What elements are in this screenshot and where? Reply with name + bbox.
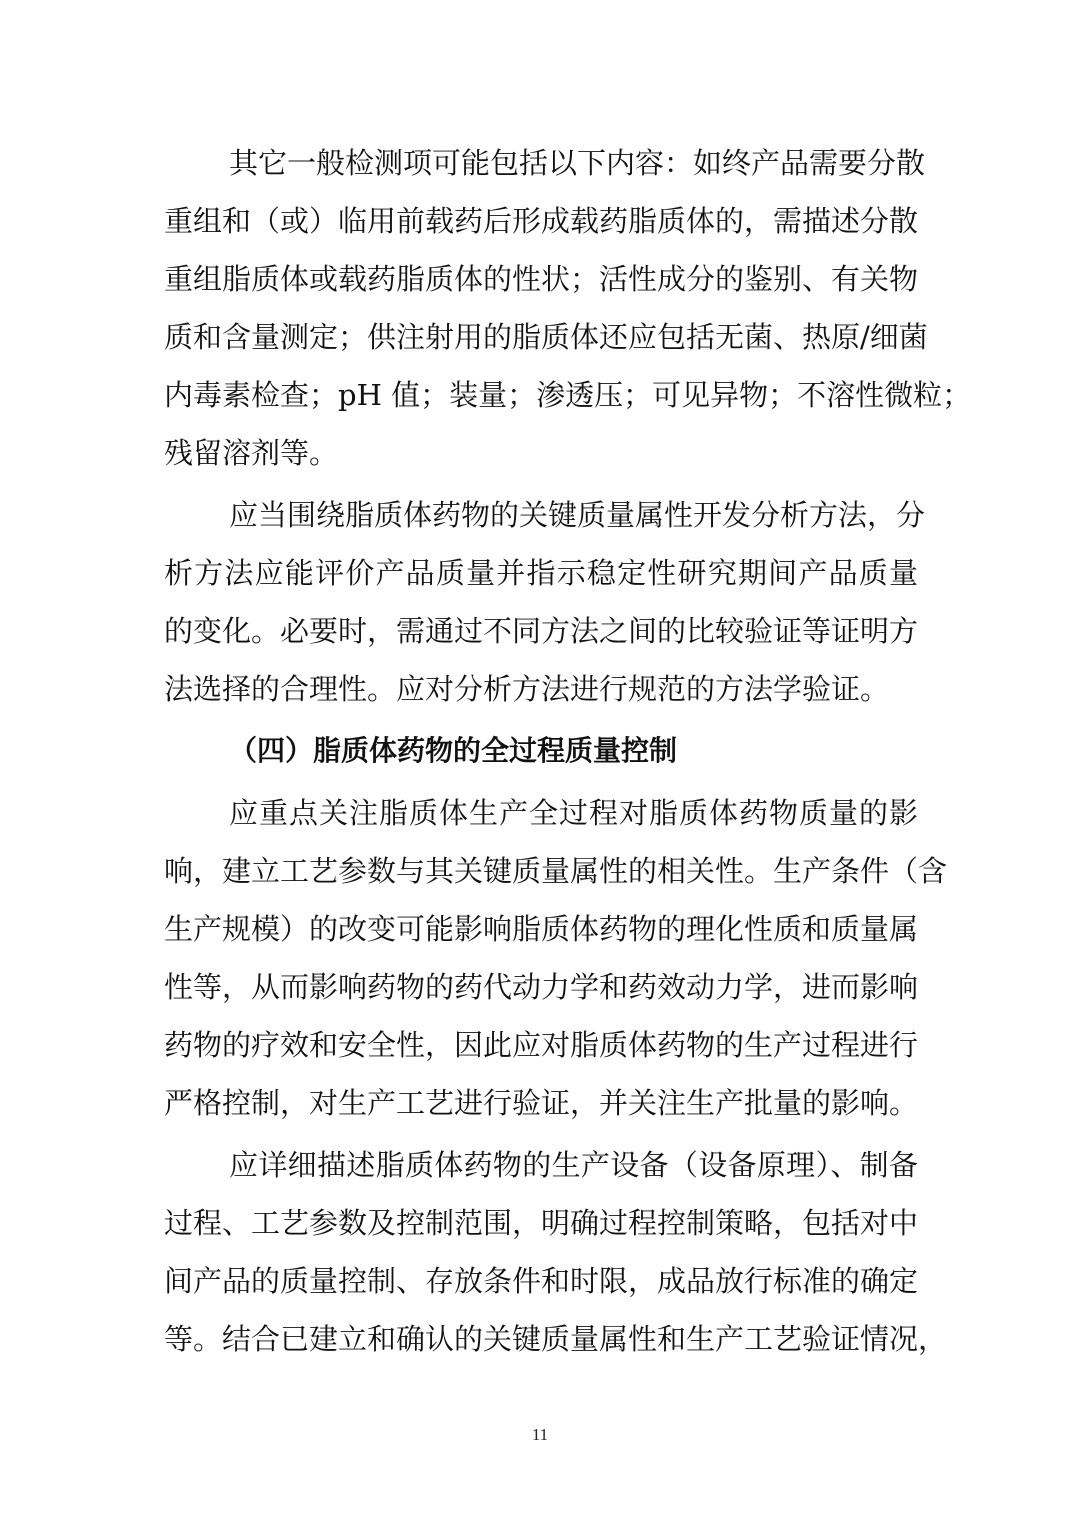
paragraph-3-line-5: 药物的疗效和安全性，因此应对脂质体药物的生产过程进行: [164, 1028, 919, 1062]
paragraph-1-line-4: 质和含量测定；供注射用的脂质体还应包括无菌、热原/细菌: [164, 320, 928, 354]
paragraph-4-line-2: 过程、工艺参数及控制范围，明确过程控制策略，包括对中: [164, 1206, 919, 1240]
paragraph-2-line-4: 法选择的合理性。应对分析方法进行规范的方法学验证。: [164, 672, 890, 706]
paragraph-3-line-4: 性等，从而影响药物的药代动力学和药效动力学，进而影响: [164, 970, 919, 1004]
paragraph-1-line-2: 重组和（或）临用前载药后形成载药脂质体的，需描述分散: [164, 204, 919, 238]
paragraph-2-line-1: 应当围绕脂质体药物的关键质量属性开发分析方法，分: [229, 498, 926, 532]
paragraph-4-line-4: 等。结合已建立和确认的关键质量属性和生产工艺验证情况，: [164, 1322, 948, 1356]
paragraph-1-line-5: 内毒素检查；pH 值；装量；渗透压；可见异物；不溶性微粒；: [164, 378, 972, 412]
paragraph-2-line-2: 析方法应能评价产品质量并指示稳定性研究期间产品质量: [164, 556, 918, 590]
paragraph-3-line-2: 响，建立工艺参数与其关键质量属性的相关性。生产条件（含: [164, 854, 948, 888]
paragraph-1-line-3: 重组脂质体或载药脂质体的性状；活性成分的鉴别、有关物: [164, 262, 919, 296]
paragraph-4-line-1: 应详细描述脂质体药物的生产设备（设备原理）、制备: [229, 1148, 918, 1182]
paragraph-4-line-3: 间产品的质量控制、存放条件和时限，成品放行标准的确定: [164, 1264, 919, 1298]
page-number: 11: [531, 1425, 549, 1444]
paragraph-1-line-6: 残留溶剂等。: [164, 436, 339, 470]
paragraph-1-line-1: 其它一般检测项可能包括以下内容：如终产品需要分散: [229, 146, 926, 180]
paragraph-3-line-1: 应重点关注脂质体生产全过程对脂质体药物质量的影: [229, 796, 918, 830]
section-heading: （四）脂质体药物的全过程质量控制: [229, 734, 678, 767]
paragraph-3-line-6: 严格控制，对生产工艺进行验证，并关注生产批量的影响。: [164, 1086, 919, 1120]
paragraph-2-line-3: 的变化。必要时，需通过不同方法之间的比较验证等证明方: [164, 614, 919, 648]
paragraph-3-line-3: 生产规模）的改变可能影响脂质体药物的理化性质和质量属: [164, 912, 919, 946]
